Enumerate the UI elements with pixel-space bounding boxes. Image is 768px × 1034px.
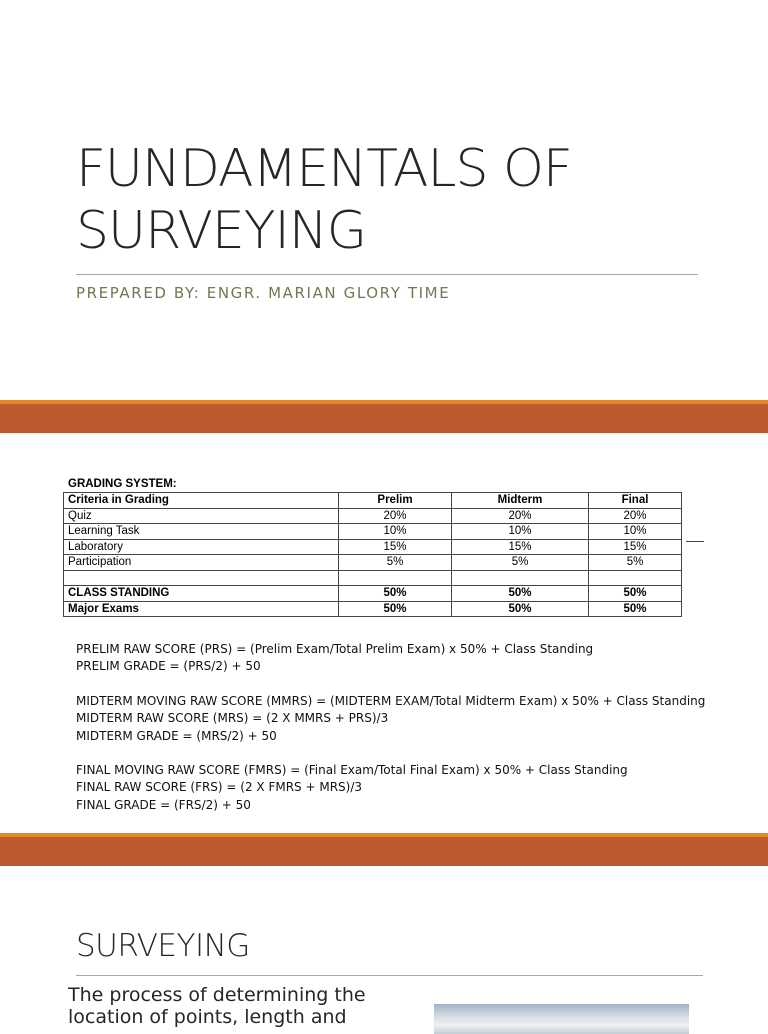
formula-line: MIDTERM MOVING RAW SCORE (MMRS) = (MIDTERM EXAM/Total Midterm Exam) x 50% + Class Standing xyxy=(76,693,706,708)
table-cell: 15% xyxy=(339,539,452,555)
table-row xyxy=(64,508,682,524)
table-row-empty xyxy=(64,570,682,586)
header-cell: Prelim xyxy=(339,493,452,509)
title-slide xyxy=(0,0,768,400)
table-cell xyxy=(339,570,452,586)
slide-divider xyxy=(0,833,768,866)
grading-table xyxy=(63,492,682,617)
table-cell: Quiz xyxy=(64,508,339,524)
table-cell: 5% xyxy=(339,555,452,571)
title-rule xyxy=(76,274,698,275)
formula-line: PRELIM RAW SCORE (PRS) = (Prelim Exam/Total Prelim Exam) x 50% + Class Standing xyxy=(76,642,594,656)
table-cell xyxy=(589,570,682,586)
header-cell: Midterm xyxy=(452,493,589,509)
slide-body-text: The process of determining the location of points, length and xyxy=(68,984,366,1028)
table-cell: Major Exams xyxy=(64,601,339,617)
table-cell xyxy=(452,570,589,586)
slide-divider xyxy=(0,400,768,433)
slide-title xyxy=(76,138,716,262)
stray-dash xyxy=(686,541,704,542)
title-line-1: FUNDAMENTALS OF xyxy=(76,139,572,199)
formula-gap xyxy=(76,745,705,762)
table-row-class-standing xyxy=(64,586,682,602)
sky-photo xyxy=(434,1004,689,1034)
table-cell: Learning Task xyxy=(64,524,339,540)
table-cell: CLASS STANDING xyxy=(64,586,339,602)
table-row xyxy=(64,555,682,571)
grading-slide xyxy=(0,433,768,833)
table-header-row xyxy=(64,493,682,509)
table-cell: 50% xyxy=(452,586,589,602)
formula-line: FINAL GRADE = (FRS/2) + 50 xyxy=(76,797,251,812)
table-cell: 5% xyxy=(589,555,682,571)
formula-line: FINAL RAW SCORE (FRS) = (2 X FMRS + MRS)/3 xyxy=(76,780,363,795)
title-rule xyxy=(76,975,703,976)
table-row xyxy=(64,524,682,540)
table-cell: 5% xyxy=(452,555,589,571)
table-cell: 15% xyxy=(452,539,589,555)
formula-line: MIDTERM RAW SCORE (MRS) = (2 X MMRS + PRS)/3 xyxy=(76,711,389,726)
table-cell: 50% xyxy=(589,601,682,617)
table-cell: 20% xyxy=(339,508,452,524)
slide-subtitle: PREPARED BY: ENGR. MARIAN GLORY TIME xyxy=(76,284,451,302)
header-cell: Criteria in Grading xyxy=(64,493,339,509)
grading-heading: GRADING SYSTEM: xyxy=(68,478,177,490)
surveying-slide xyxy=(0,866,768,1028)
table-row-major-exams xyxy=(64,601,682,617)
table-cell: 50% xyxy=(339,586,452,602)
formula-gap xyxy=(76,676,705,693)
formula-list xyxy=(76,641,705,814)
formula-line: FINAL MOVING RAW SCORE (FMRS) = (Final Exam/Total Final Exam) x 50% + Class Standing xyxy=(76,763,628,778)
table-cell: 50% xyxy=(339,601,452,617)
table-cell xyxy=(64,570,339,586)
table-row xyxy=(64,539,682,555)
formula-line: MIDTERM GRADE = (MRS/2) + 50 xyxy=(76,728,277,743)
header-cell: Final xyxy=(589,493,682,509)
table-cell: 10% xyxy=(452,524,589,540)
table-cell: 50% xyxy=(589,586,682,602)
table-cell: Participation xyxy=(64,555,339,571)
title-line-2: SURVEYING xyxy=(76,201,367,261)
slide-title: SURVEYING xyxy=(76,928,250,964)
table-cell: 15% xyxy=(589,539,682,555)
formula-line: PRELIM GRADE = (PRS/2) + 50 xyxy=(76,659,261,674)
table-cell: 20% xyxy=(452,508,589,524)
table-cell: 50% xyxy=(452,601,589,617)
table-cell: Laboratory xyxy=(64,539,339,555)
table-cell: 20% xyxy=(589,508,682,524)
table-cell: 10% xyxy=(339,524,452,540)
table-cell: 10% xyxy=(589,524,682,540)
